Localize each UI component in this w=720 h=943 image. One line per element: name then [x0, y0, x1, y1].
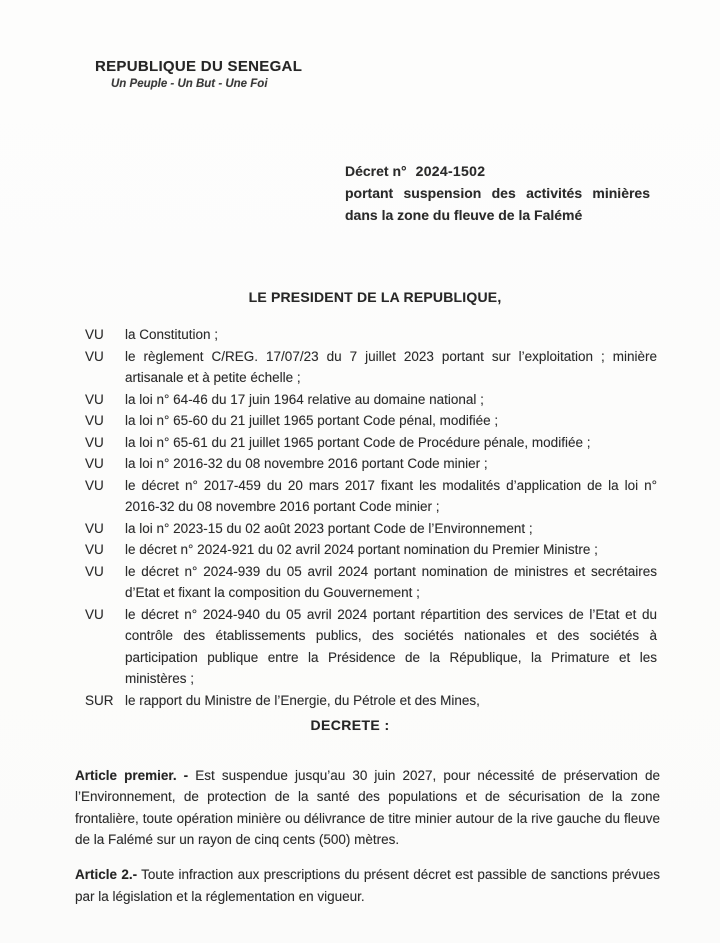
visa-text: le décret n° 2024-921 du 02 avril 2024 portant nomination du Premier Ministre ;	[125, 542, 598, 557]
visa-row	[85, 453, 657, 475]
visa-label: VU	[85, 327, 104, 342]
visa-text: le décret n° 2017-459 du 20 mars 2017 fixant les modalités d’application de la loi n° 2016-32 du 08 novembre 2016 portant Code minier ;	[125, 477, 657, 514]
articles-section	[75, 751, 660, 919]
visa-text: la Constitution ;	[125, 327, 219, 342]
visa-label: VU	[85, 542, 104, 557]
visa-label: VU	[85, 348, 104, 364]
national-motto: Un Peuple - Un But - Une Foi	[111, 78, 268, 90]
visa-row	[85, 389, 657, 411]
visa-label: VU	[85, 563, 104, 579]
visa-label: VU	[85, 391, 104, 407]
visa-row	[85, 604, 657, 690]
visa-row	[85, 475, 657, 518]
visa-label: VU	[85, 413, 104, 428]
visa-row	[85, 432, 657, 454]
decree-title-block	[345, 160, 650, 226]
visa-row	[85, 410, 657, 432]
visa-text: la loi n° 2016-32 du 08 novembre 2016 portant Code minier ;	[125, 456, 488, 471]
visa-text: le règlement C/REG. 17/07/23 du 7 juillet 2023 portant sur l’exploitation ; minière artisanale et à petite échelle ;	[125, 348, 657, 385]
article-2-text: Toute infraction aux prescriptions du présent décret est passible de sanctions prévues par la législation et la réglementation en vigueur.	[75, 867, 660, 904]
document-header	[95, 58, 302, 90]
decree-number: 2024-1502	[415, 163, 486, 179]
article-1-text: Est suspendue jusqu’au 30 juin 2027, pour nécessité de préservation de l’Environnement, de protection de la santé des populations et de sécurisation de la zone frontalière, toute opération minière ou délivrance de titre minier autour de la rive gauche du fleuve de la Falémé sur un rayon de cinq cents (500) mètres.	[75, 767, 660, 847]
country-title: REPUBLIQUE DU SENEGAL	[95, 58, 303, 75]
visa-row	[85, 690, 657, 712]
visa-row	[85, 561, 657, 604]
decree-number-label: Décret n°	[345, 163, 407, 179]
decrete-heading: DECRETE :	[310, 717, 390, 733]
visa-row	[85, 346, 657, 389]
salutation-heading: LE PRESIDENT DE LA REPUBLIQUE,	[248, 289, 502, 305]
visas-list	[85, 324, 657, 711]
visa-text: le décret n° 2024-939 du 05 avril 2024 portant nomination de ministres et secrétaires d’Etat et fixant la composition du Gouvernement ;	[125, 563, 657, 600]
visa-text: le décret n° 2024-940 du 05 avril 2024 portant répartition des services de l’Etat et du contrôle des établissements publics, des sociétés nationales et des sociétés à participation publique entre la Présidence de la République, la Primature et les ministères ;	[125, 606, 657, 686]
article-2-lead: Article 2.-	[75, 867, 138, 882]
decree-number-line	[345, 160, 650, 182]
visa-label: VU	[85, 606, 104, 622]
visa-label: VU	[85, 456, 104, 471]
decree-subject: portant suspension des activités minières dans la zone du fleuve de la Falémé	[345, 185, 650, 223]
visa-text: la loi n° 65-60 du 21 juillet 1965 portant Code pénal, modifiée ;	[125, 413, 499, 428]
visa-label: SUR	[85, 692, 114, 708]
visa-label: VU	[85, 477, 104, 493]
article-1-paragraph	[75, 765, 660, 851]
visa-text: le rapport du Ministre de l’Energie, du Pétrole et des Mines,	[125, 692, 480, 708]
visa-row	[85, 539, 657, 561]
visa-label: VU	[85, 434, 104, 450]
visa-row	[85, 518, 657, 540]
visa-row	[85, 324, 657, 346]
visa-text: la loi n° 65-61 du 21 juillet 1965 portant Code de Procédure pénale, modifiée ;	[125, 434, 591, 450]
article-1-lead: Article premier. -	[75, 767, 189, 783]
visa-label: VU	[85, 520, 104, 536]
visa-text: la loi n° 2023-15 du 02 août 2023 portant Code de l’Environnement ;	[125, 520, 533, 536]
article-2-paragraph	[75, 864, 660, 907]
visa-text: la loi n° 64-46 du 17 juin 1964 relative au domaine national ;	[125, 391, 484, 407]
